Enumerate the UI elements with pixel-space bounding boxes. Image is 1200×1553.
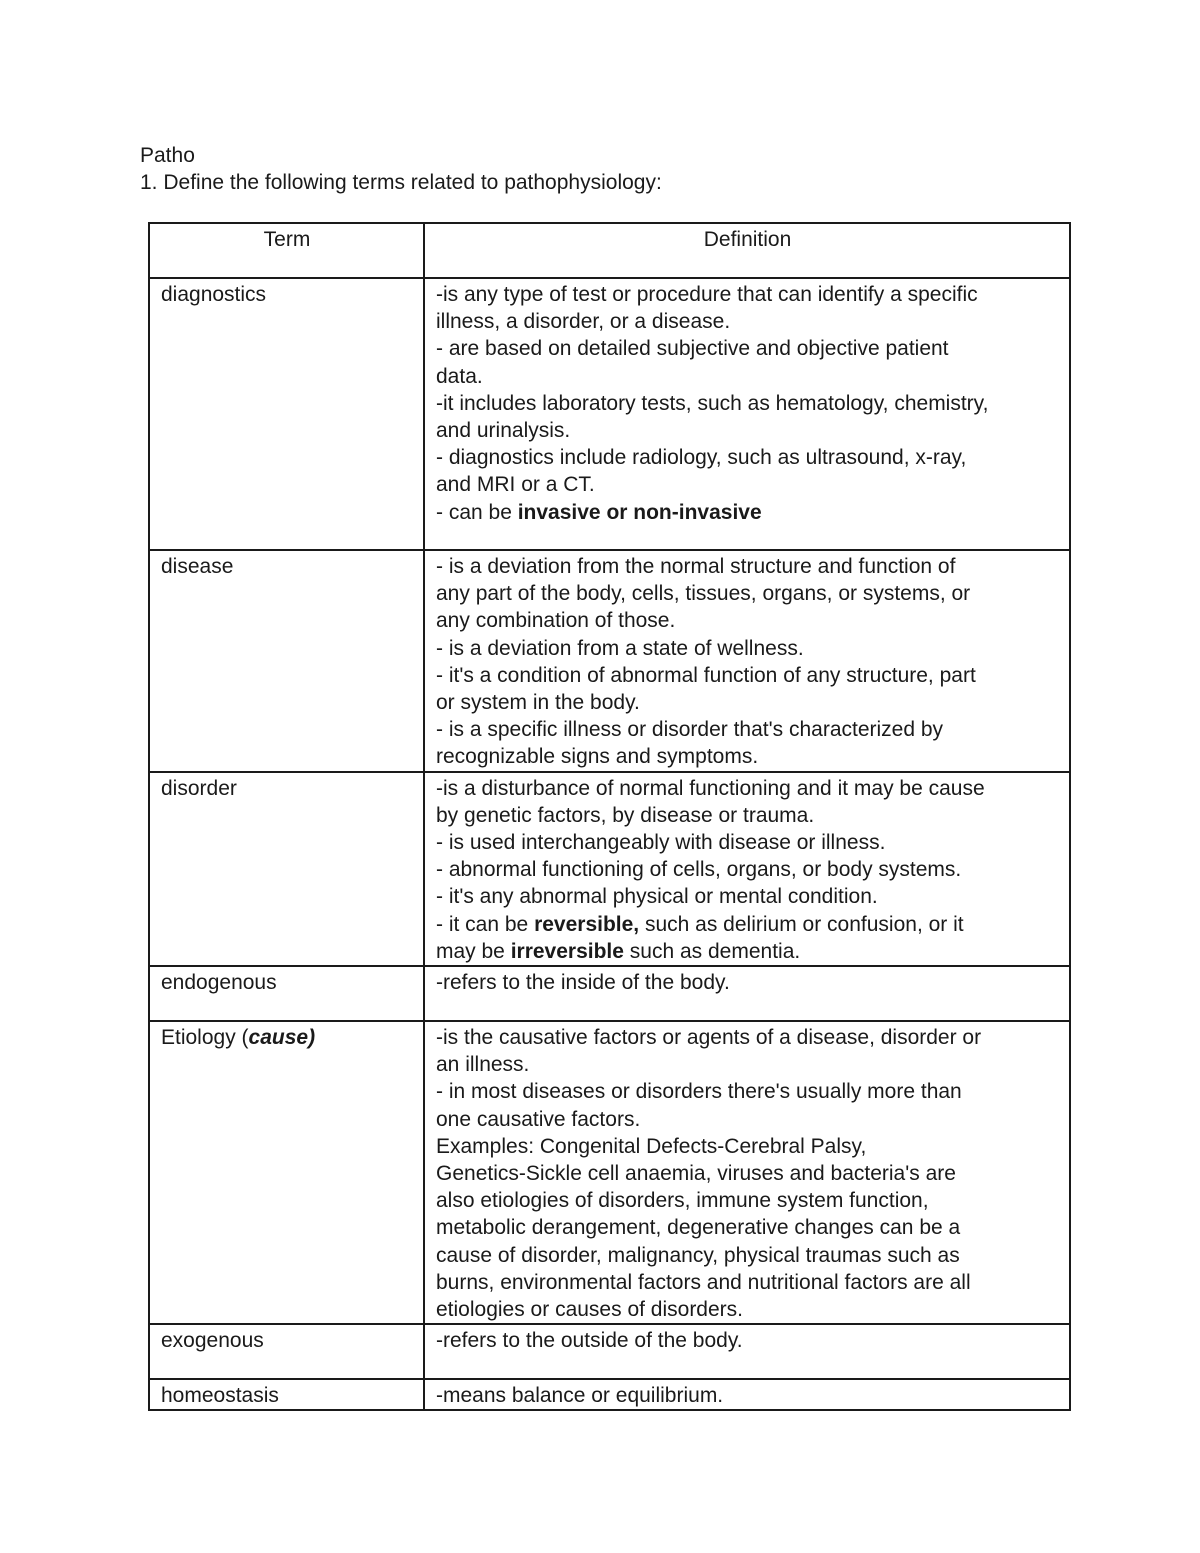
page-title: Patho xyxy=(140,144,195,167)
definition-cell: -is a disturbance of normal functioning and it may be cause by genetic factors, by disease or trauma. - is used interchangeably with disease or illness. - abnormal functioning of cells, organs, or body systems. - it's any abnormal physical or mental condition. - it can be reversible, such as delirium or confusion, or it may be irreversible such as dementia. xyxy=(424,772,1070,966)
term-cell: diagnostics xyxy=(149,278,424,550)
definition-cell: -refers to the outside of the body. xyxy=(424,1324,1070,1379)
emphasis-text: irreversible xyxy=(510,939,624,963)
term-cell: homeostasis xyxy=(149,1379,424,1410)
definition-cell: -is any type of test or procedure that can identify a specific illness, a disorder, or a disease. - are based on detailed subjective and objective patient data. -it includes laboratory tests, such as hematology, chemistry, and urinalysis. - diagnostics include radiology, such as ultrasound, x-ray, and MRI or a CT. - can be invasive or non-invasive xyxy=(424,278,1070,550)
table-row xyxy=(149,278,1070,550)
term-cell: Etiology (cause) xyxy=(149,1021,424,1324)
table-row xyxy=(149,966,1070,1021)
definition-cell: - is a deviation from the normal structure and function of any part of the body, cells, tissues, organs, or systems, or any combination of those. - is a deviation from a state of wellness. - it's a condition of abnormal function of any structure, part or system in the body. - is a specific illness or disorder that's characterized by recognizable signs and symptoms. xyxy=(424,550,1070,772)
table-row xyxy=(149,772,1070,966)
question-text: 1. Define the following terms related to pathophysiology: xyxy=(140,171,662,194)
table-row xyxy=(149,1021,1070,1324)
terms-table xyxy=(148,222,1071,1411)
term-cell: disease xyxy=(149,550,424,772)
definition-column-header: Definition xyxy=(424,223,1070,278)
term-cell: disorder xyxy=(149,772,424,966)
emphasis-text: reversible, xyxy=(534,912,640,936)
definition-cell: -means balance or equilibrium. xyxy=(424,1379,1070,1410)
table-row xyxy=(149,1324,1070,1379)
emphasis-text: cause) xyxy=(248,1026,316,1050)
definition-cell: -is the causative factors or agents of a disease, disorder or an illness. - in most diseases or disorders there's usually more than one causative factors. Examples: Congenital Defects-Cerebral Palsy, Genetics-Sickle cell anaemia, viruses and bacteria's are also etiologies of disorders, immune system function, metabolic derangement, degenerative changes can be a cause of disorder, malignancy, physical traumas such as burns, environmental factors and nutritional factors are all etiologies or causes of disorders. xyxy=(424,1021,1070,1324)
term-cell: endogenous xyxy=(149,966,424,1021)
term-cell: exogenous xyxy=(149,1324,424,1379)
emphasis-text: invasive or non-invasive xyxy=(517,500,762,524)
table-row xyxy=(149,1379,1070,1410)
definition-cell: -refers to the inside of the body. xyxy=(424,966,1070,1021)
term-column-header: Term xyxy=(149,223,424,278)
table-row xyxy=(149,550,1070,772)
table-header-row xyxy=(149,223,1070,278)
